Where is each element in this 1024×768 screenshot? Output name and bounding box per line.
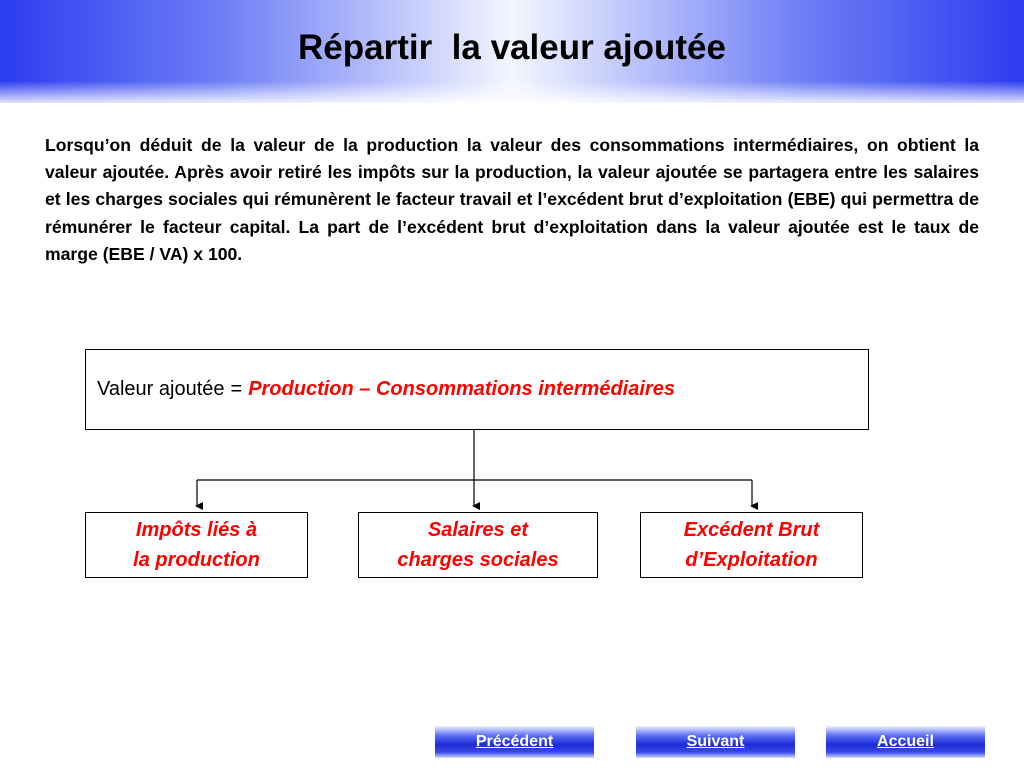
ebe-line1: Excédent Brut [683, 519, 820, 541]
equals-sign: = [230, 378, 243, 400]
previous-button[interactable]: Précédent [435, 726, 594, 758]
taxes-box [85, 512, 308, 578]
ebe-line2: d’Exploitation [685, 549, 818, 571]
taxes-line2: la production [133, 549, 260, 571]
wages-line2: charges sociales [397, 549, 559, 571]
wages-box [358, 512, 598, 578]
value-added-label: Valeur ajoutée [97, 378, 225, 400]
next-button[interactable]: Suivant [636, 726, 795, 758]
ebe-box [640, 512, 863, 578]
wages-line1: Salaires et [427, 519, 529, 541]
intro-paragraph: Lorsqu’on déduit de la valeur de la production la valeur des consommations intermédiaires, on obtient la valeur ajoutée. Après avoir retiré les impôts sur la production, la valeur ajoutée se partagera entre les salaires et les charges sociales qui rémunèrent le facteur travail et l’excédent brut d’exploitation (EBE) qui permettra de rémunérer le facteur capital. La part de l’excédent brut d’exploitation dans la valeur ajoutée est le taux de marge (EBE / VA) x 100. [45, 135, 979, 264]
value-added-formula: Production – Consommations intermédiaires [248, 378, 675, 400]
home-button[interactable]: Accueil [826, 726, 985, 758]
taxes-line1: Impôts liés à [135, 519, 258, 541]
page-title: Répartir la valeur ajoutée [298, 28, 726, 67]
